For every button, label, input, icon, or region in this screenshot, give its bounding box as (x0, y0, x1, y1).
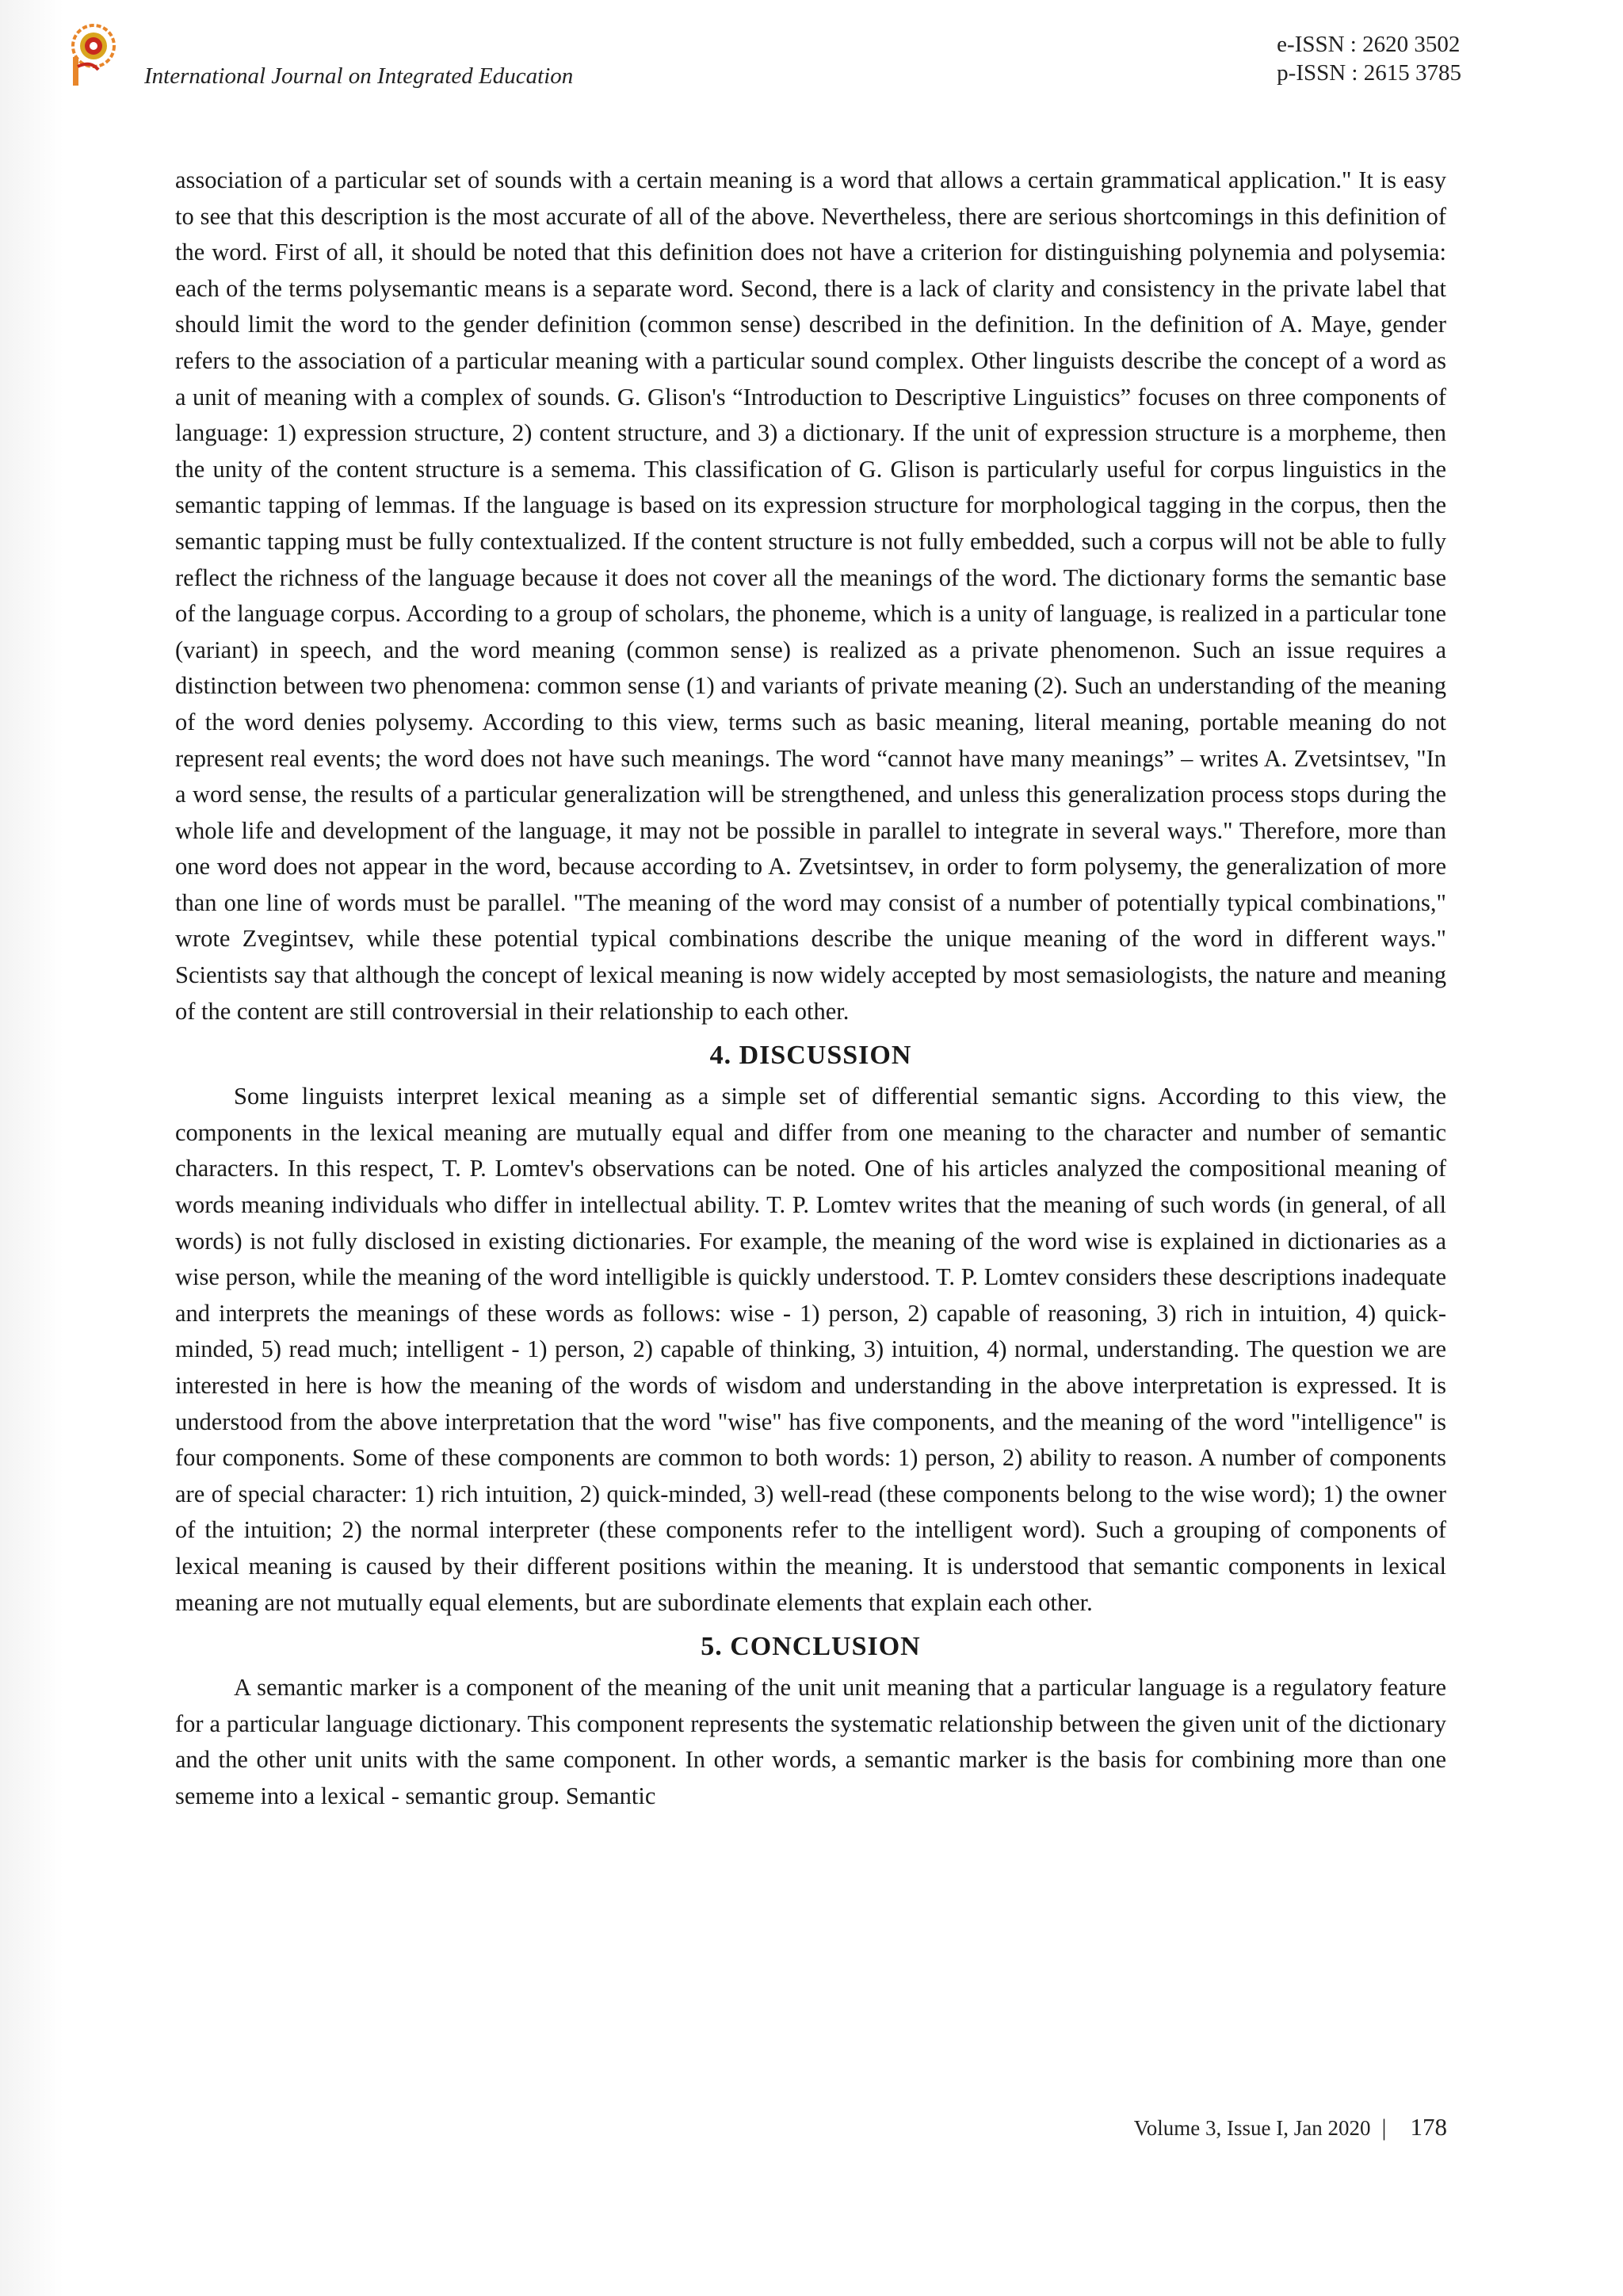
page-edge-shadow (0, 0, 63, 2296)
page-number: 178 (1410, 2113, 1447, 2141)
journal-logo-icon (67, 22, 122, 89)
issn-block (1277, 30, 1461, 87)
volume-info: Volume 3, Issue I, Jan 2020 (1133, 2116, 1371, 2140)
conclusion-heading: 5. CONCLUSION (701, 1632, 921, 1662)
body-paragraph: association of a particular set of sounds with a certain meaning is a word that allows a certain grammatical application." It is easy to see that this description is the most accurate of all of the above. Nevertheless, there are serious shortcomings in this definition of the word. First of all, it should be noted that this definition does not have a criterion for distinguishing polynemia and polysemia: each of the terms polysemantic means is a separate word. Second, there is a lack of clarity and consistency in the private label that should limit the word to the gender definition (common sense) described in the definition. In the definition of A. Maye, gender refers to the association of a particular meaning with a particular sound complex. Other linguists describe the concept of a word as a unit of meaning with a complex of sounds. G. Glison's “Introduction to Descriptive Linguistics” focuses on three components of language: 1) expression structure, 2) content structure, and 3) a dictionary. If the unit of expression structure is a morpheme, then the unity of the content structure is a semema. This classification of G. Glison is particularly useful for corpus linguistics in the semantic tapping of lemmas. If the language is based on its expression structure for morphological tagging in the corpus, then the semantic tapping must be fully contextualized. If the content structure is not fully embedded, such a corpus will not be able to fully reflect the richness of the language because it does not cover all the meanings of the word. The dictionary forms the semantic base of the language corpus. According to a group of scholars, the phoneme, which is a unity of language, is realized in a particular tone (variant) in speech, and the word meaning (common sense) is realized as a private phenomenon. Such an issue requires a distinction between two phenomena: common sense (1) and variants of private meaning (2). Such an understanding of the meaning of the word denies polysemy. According to this view, terms such as basic meaning, literal meaning, portable meaning do not represent real events; the word does not have such meanings. The word “cannot have many meanings” – writes A. Zvetsintsev, "In a word sense, the results of a particular generalization will be strengthened, and unless this generalization process stops during the whole life and development of the language, it may not be possible in parallel to integrate in several ways." Therefore, more than one word does not appear in the word, because according to A. Zvetsintsev, in order to form polysemy, the generalization of more than one line of words must be parallel. "The meaning of the word may consist of a number of potentially typical combinations," wrote Zvegintsev, while these potential typical combinations describe the unique meaning of the word in different ways." Scientists say that although the concept of lexical meaning is now widely accepted by most semasiologists, the nature and meaning of the content are still controversial in their relationship to each other. (175, 166, 1446, 1025)
journal-name: International Journal on Integrated Education (144, 63, 574, 89)
discussion-heading: 4. DISCUSSION (709, 1041, 912, 1071)
article-body (175, 162, 1446, 1815)
conclusion-paragraph: A semantic marker is a component of the meaning of the unit unit meaning that a particular language is a regulatory feature for a particular language dictionary. This component represents the systematic relationship between the given unit of the dictionary and the other unit units with the same component. In other words, a semantic marker is the basis for combining more than one sememe into a lexical - semantic group. Semantic (175, 1674, 1446, 1809)
discussion-paragraph: Some linguists interpret lexical meaning as a simple set of differential semantic signs. According to this view, the components in the lexical meaning are mutually equal and differ from one meaning to the character and number of semantic characters. In this respect, T. P. Lomtev's observations can be noted. One of his articles analyzed the compositional meaning of words meaning individuals who differ in intellectual ability. T. P. Lomtev writes that the meaning of such words (in general, of all words) is not fully disclosed in existing dictionaries. For example, the meaning of the word wise is explained in dictionaries as a wise person, while the meaning of the word intelligible is quickly understood. T. P. Lomtev considers these descriptions inadequate and interprets the meanings of these words as follows: wise - 1) person, 2) capable of reasoning, 3) rich in intuition, 4) quick-minded, 5) read much; intelligent - 1) person, 2) capable of thinking, 3) intuition, 4) normal, understanding. The question we are interested in here is how the meaning of the words of wisdom and understanding in the above interpretation is expressed. It is understood from the above interpretation that the word "wise" has five components, and the meaning of the word "intelligence" is four components. Some of these components are common to both words: 1) person, 2) ability to reason. A number of components are of special character: 1) rich intuition, 2) quick-minded, 3) well-read (these components belong to the wise word); 1) the owner of the intuition; 2) the normal interpreter (these components refer to the intelligent word). Such a grouping of components of lexical meaning is caused by their different positions within the meaning. It is understood that semantic components in lexical meaning are not mutually equal elements, but are subordinate elements that explain each other. (175, 1083, 1446, 1616)
e-issn: e-ISSN : 2620 3502 (1277, 32, 1461, 57)
page-footer (1134, 2113, 1447, 2141)
footer-separator: | (1381, 2115, 1387, 2141)
page-header (67, 22, 1556, 101)
p-issn: p-ISSN : 2615 3785 (1277, 60, 1461, 86)
